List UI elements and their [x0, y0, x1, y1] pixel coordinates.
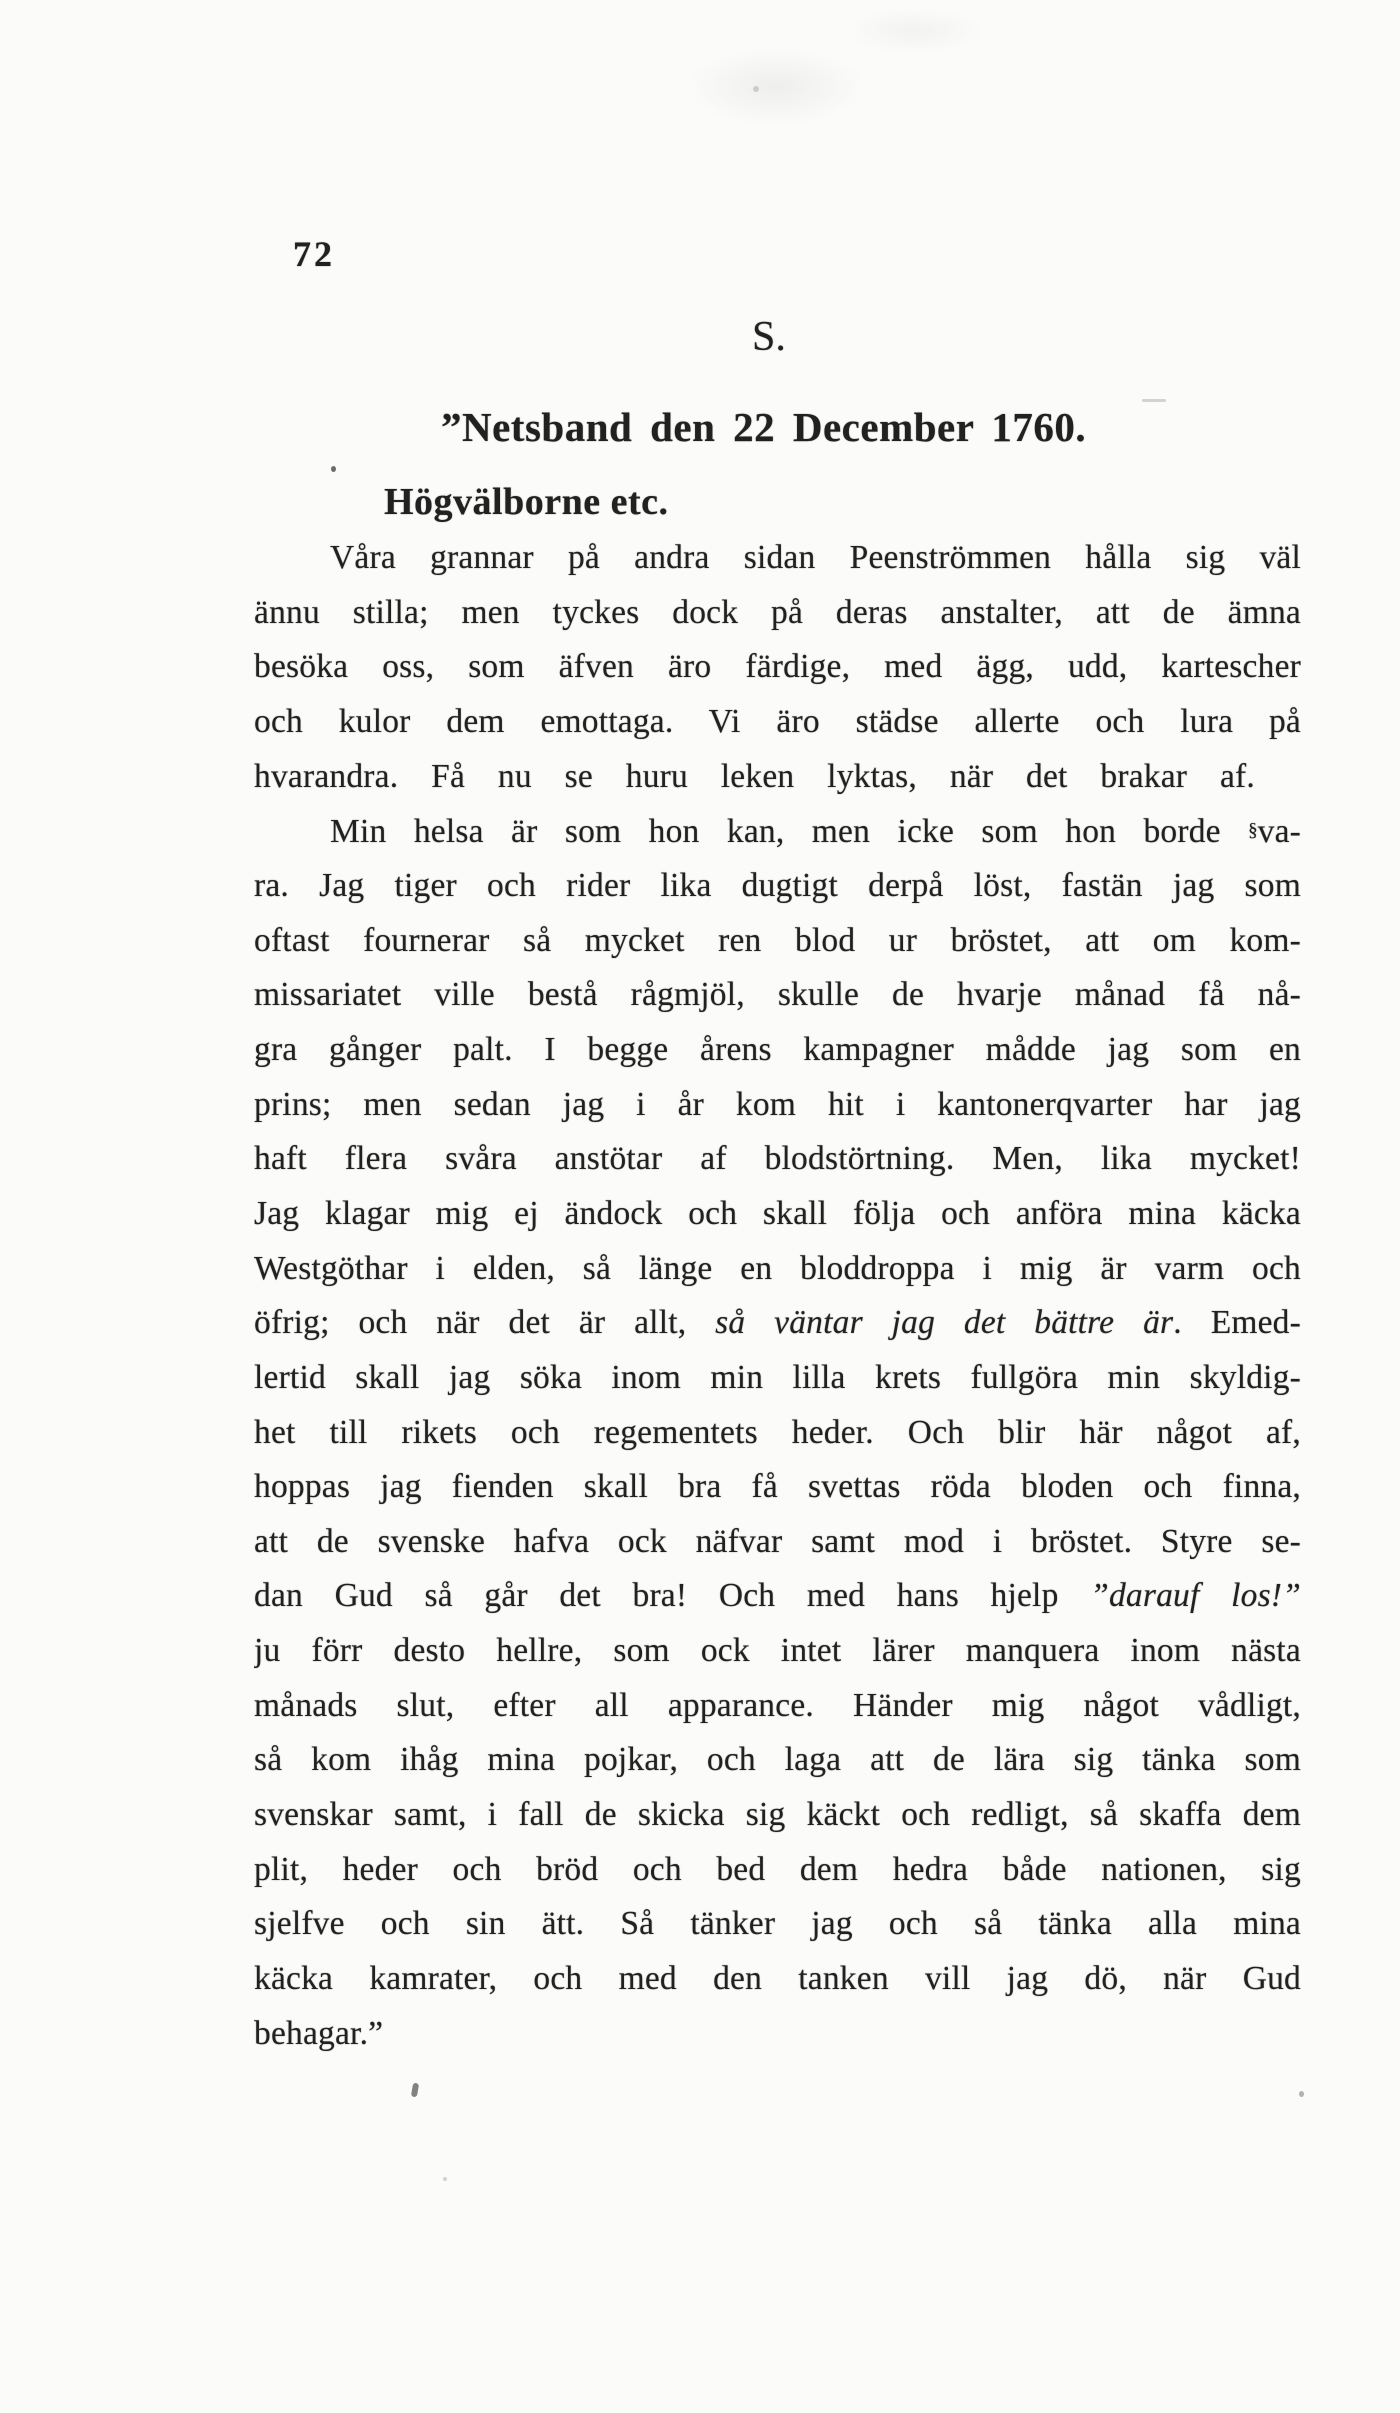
text-line: så kom ihåg mina pojkar, och laga att de lära sig tänka som: [254, 1741, 1301, 1779]
text-segment: va-: [1257, 813, 1301, 851]
text-line: lertid skall jag söka inom min lilla krets fullgöra min skyldig-: [254, 1358, 1301, 1396]
text-line: gra gånger palt. I begge årens kampagner mådde jag som en: [254, 1030, 1301, 1068]
text-line: [254, 804, 1301, 859]
scan-speck: [1142, 399, 1166, 402]
scan-speck: [331, 466, 336, 472]
text-line: ju förr desto hellre, som ock intet lärer manquera inom nästa: [254, 1632, 1301, 1670]
print-artifact-mark: §: [1248, 820, 1258, 842]
text-line: ännu stilla; men tyckes dock på deras anstalter, att de ämna: [254, 593, 1301, 631]
page-number: 72: [293, 234, 335, 274]
text-line: att de svenske hafva ock näfvar samt mod i bröstet. Styre se-: [254, 1522, 1301, 1560]
text-line: Westgöthar i elden, så länge en bloddroppa i mig är varm och: [254, 1249, 1301, 1287]
scan-speck: [1299, 2091, 1304, 2097]
text-line: käcka kamrater, och med den tanken vill jag dö, när Gud: [254, 1960, 1301, 1998]
text-line: [254, 1296, 1301, 1351]
scan-speck: [753, 86, 759, 92]
text-line: hvarandra. Få nu se huru leken lyktas, när det brakar af.: [254, 757, 1255, 795]
scan-smudge: [845, 8, 985, 54]
italic-phrase: ”darauf los!”: [1090, 1577, 1301, 1615]
italic-phrase: så väntar jag det bättre är: [715, 1304, 1174, 1342]
text-segment: öfrig; och när det är allt,: [254, 1304, 716, 1342]
letter-salutation: Högvälborne etc.: [384, 481, 669, 523]
text-line: besöka oss, som äfven äro färdige, med ägg, udd, kartescher: [254, 648, 1301, 686]
text-segment: . Emed-: [1173, 1304, 1301, 1342]
text-line: och kulor dem emottaga. Vi äro städse allerte och lura på: [254, 702, 1301, 740]
text-line: [254, 1569, 1301, 1624]
text-line: ra. Jag tiger och rider lika dugtigt derpå löst, fastän jag som: [254, 866, 1301, 904]
text-line: het till rikets och regementets heder. Och blir här något af,: [254, 1413, 1301, 1451]
letter-body: [254, 531, 1301, 2061]
text-segment: Min helsa är som hon kan, men icke som hon borde: [330, 813, 1249, 851]
scan-smudge: [686, 48, 866, 126]
text-segment: dan Gud så går det bra! Och med hans hjelp: [254, 1577, 1091, 1615]
scan-speck: [411, 2083, 419, 2098]
text-line: sjelfve och sin ätt. Så tänker jag och så tänka alla mina: [254, 1905, 1301, 1943]
text-line: plit, heder och bröd och bed dem hedra både nationen, sig: [254, 1850, 1301, 1888]
text-line: haft flera svåra anstötar af blodstörtning. Men, lika mycket!: [254, 1140, 1301, 1178]
text-line: månads slut, efter all apparance. Händer mig något vådligt,: [254, 1686, 1301, 1724]
text-line: hoppas jag fienden skall bra få svettas röda bloden och finna,: [254, 1468, 1301, 1506]
text-line: missariatet ville bestå rågmjöl, skulle de hvarje månad få nå-: [254, 976, 1301, 1014]
text-line: behagar.”: [254, 2014, 384, 2052]
scan-speck: [443, 2177, 447, 2181]
text-line: oftast fournerar så mycket ren blod ur bröstet, att om kom-: [254, 921, 1301, 959]
letter-dateline: ”Netsband den 22 December 1760.: [441, 404, 1087, 450]
text-line: svenskar samt, i fall de skicka sig käckt och redligt, så skaffa dem: [254, 1796, 1301, 1834]
text-line: Jag klagar mig ej ändock och skall följa och anföra mina käcka: [254, 1194, 1301, 1232]
text-line: Våra grannar på andra sidan Peenströmmen hålla sig väl: [330, 539, 1301, 576]
section-heading: S.: [752, 314, 786, 360]
text-line: prins; men sedan jag i år kom hit i kantonerqvarter har jag: [254, 1085, 1301, 1123]
